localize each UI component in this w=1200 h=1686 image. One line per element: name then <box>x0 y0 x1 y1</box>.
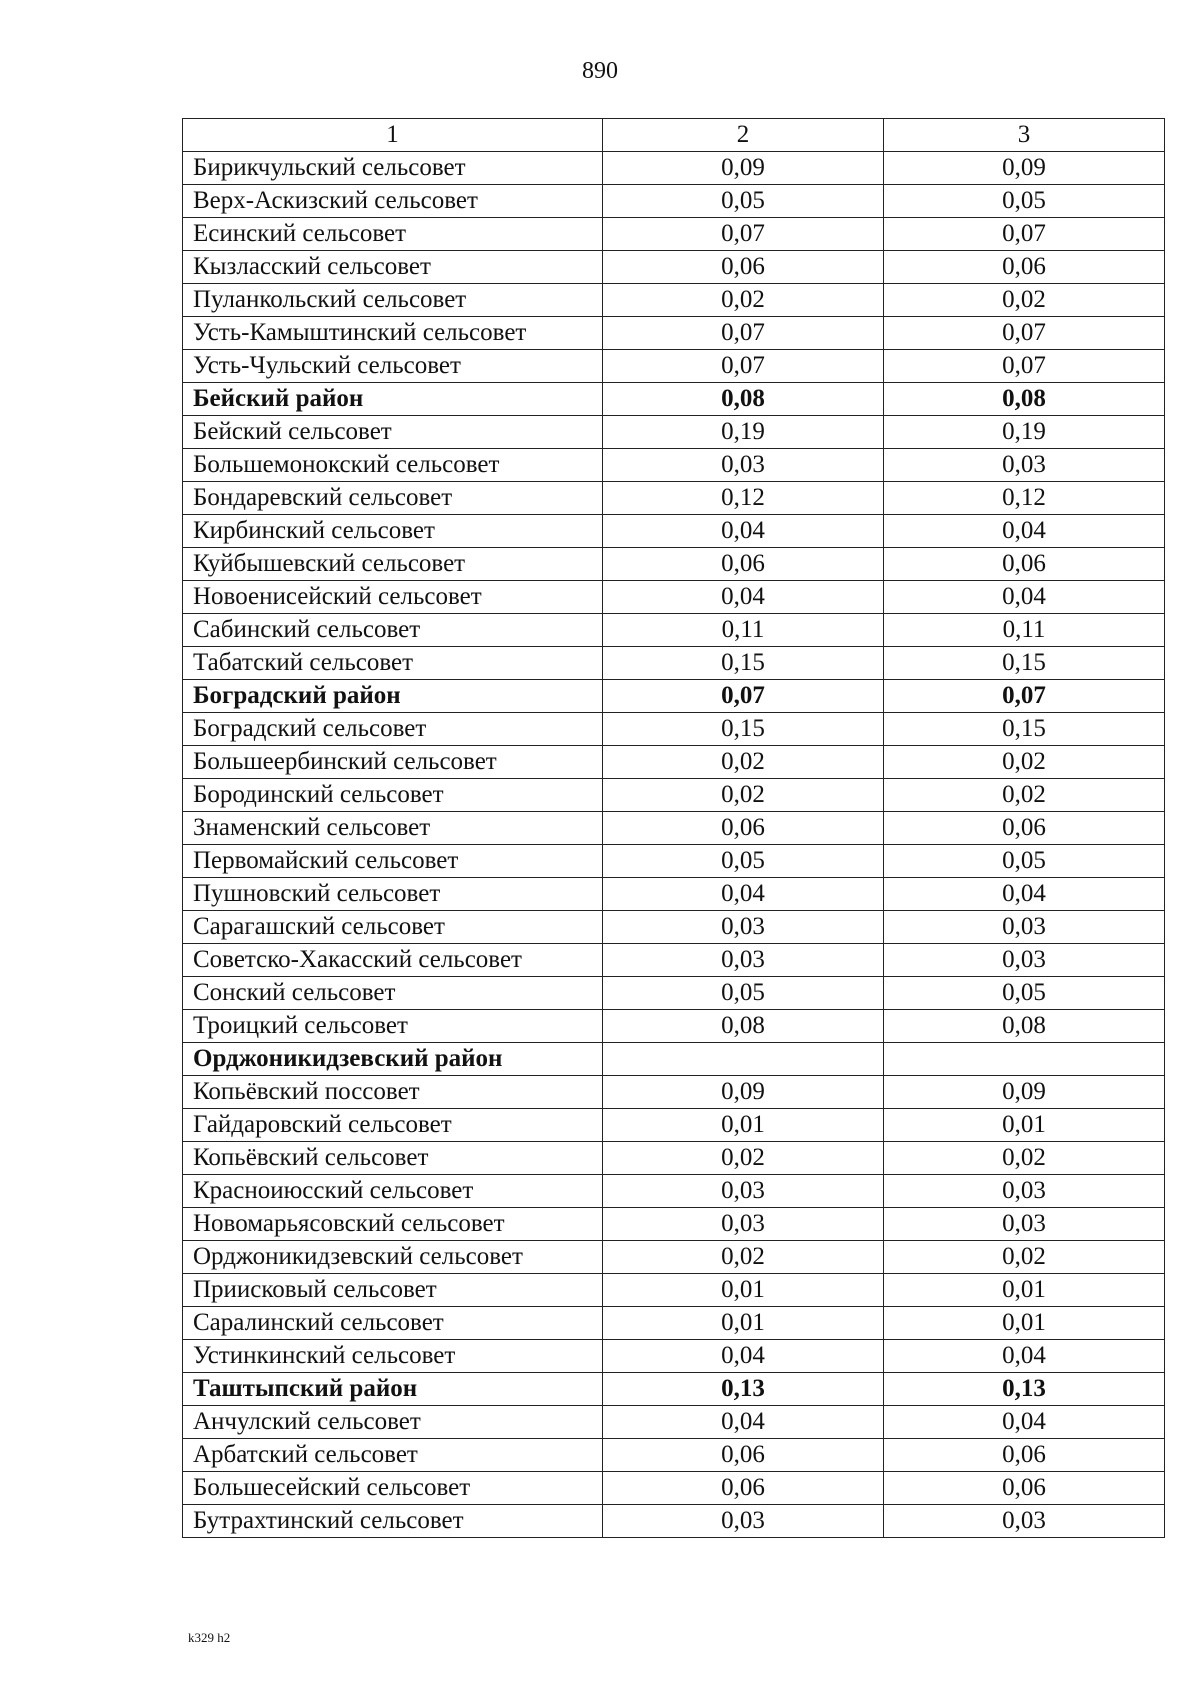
row-value-col3: 0,04 <box>884 1340 1165 1373</box>
row-value-col2 <box>603 1043 884 1076</box>
row-name-cell: Бейский сельсовет <box>183 416 603 449</box>
table-row <box>183 1109 1165 1142</box>
row-value-col3: 0,08 <box>884 1010 1165 1043</box>
row-name-cell: Усть-Чульский сельсовет <box>183 350 603 383</box>
row-value-col3: 0,03 <box>884 911 1165 944</box>
district-row <box>183 1043 1165 1076</box>
row-value-col3: 0,08 <box>884 383 1165 416</box>
row-value-col3: 0,05 <box>884 845 1165 878</box>
table-row <box>183 812 1165 845</box>
row-name-cell: Табатский сельсовет <box>183 647 603 680</box>
row-value-col3: 0,01 <box>884 1109 1165 1142</box>
table-row <box>183 944 1165 977</box>
row-name-cell: Пуланкольский сельсовет <box>183 284 603 317</box>
row-value-col2: 0,02 <box>603 779 884 812</box>
row-name-cell: Новомарьясовский сельсовет <box>183 1208 603 1241</box>
row-name-cell: Сабинский сельсовет <box>183 614 603 647</box>
row-name-cell: Орджоникидзевский сельсовет <box>183 1241 603 1274</box>
table-row <box>183 878 1165 911</box>
table-header-row <box>183 119 1165 152</box>
row-value-col3: 0,07 <box>884 350 1165 383</box>
row-value-col2: 0,05 <box>603 185 884 218</box>
table-row <box>183 251 1165 284</box>
district-row <box>183 680 1165 713</box>
table-row <box>183 779 1165 812</box>
row-value-col3: 0,06 <box>884 251 1165 284</box>
row-name-cell: Есинский сельсовет <box>183 218 603 251</box>
table-row <box>183 284 1165 317</box>
row-name-cell: Советско-Хакасский сельсовет <box>183 944 603 977</box>
row-name-cell: Верх-Аскизский сельсовет <box>183 185 603 218</box>
row-name-cell: Сарагашский сельсовет <box>183 911 603 944</box>
row-value-col3: 0,13 <box>884 1373 1165 1406</box>
row-value-col2: 0,03 <box>603 1208 884 1241</box>
row-value-col2: 0,04 <box>603 878 884 911</box>
table-row <box>183 1175 1165 1208</box>
table-row <box>183 614 1165 647</box>
row-name-cell: Приисковый сельсовет <box>183 1274 603 1307</box>
row-value-col3: 0,12 <box>884 482 1165 515</box>
row-value-col3: 0,01 <box>884 1274 1165 1307</box>
table-row <box>183 1505 1165 1538</box>
table-row <box>183 1472 1165 1505</box>
table-row <box>183 845 1165 878</box>
row-name-cell: Бирикчульский сельсовет <box>183 152 603 185</box>
row-name-cell: Большесейский сельсовет <box>183 1472 603 1505</box>
table-row <box>183 581 1165 614</box>
row-value-col2: 0,06 <box>603 548 884 581</box>
row-value-col2: 0,03 <box>603 1175 884 1208</box>
row-name-cell: Устинкинский сельсовет <box>183 1340 603 1373</box>
row-value-col2: 0,02 <box>603 284 884 317</box>
table-row <box>183 482 1165 515</box>
row-value-col2: 0,03 <box>603 911 884 944</box>
row-value-col3: 0,15 <box>884 713 1165 746</box>
table-row <box>183 1439 1165 1472</box>
table-row <box>183 515 1165 548</box>
table-row <box>183 449 1165 482</box>
row-name-cell: Бородинский сельсовет <box>183 779 603 812</box>
row-value-col3: 0,02 <box>884 284 1165 317</box>
table-row <box>183 1406 1165 1439</box>
table-row <box>183 350 1165 383</box>
table-row <box>183 1340 1165 1373</box>
row-value-col3: 0,04 <box>884 515 1165 548</box>
row-name-cell: Большемонокский сельсовет <box>183 449 603 482</box>
row-value-col2: 0,02 <box>603 746 884 779</box>
row-value-col3: 0,02 <box>884 1142 1165 1175</box>
district-row <box>183 1373 1165 1406</box>
row-value-col3: 0,02 <box>884 746 1165 779</box>
row-value-col2: 0,07 <box>603 680 884 713</box>
row-value-col3: 0,02 <box>884 1241 1165 1274</box>
row-name-cell: Усть-Камыштинский сельсовет <box>183 317 603 350</box>
row-name-cell: Новоенисейский сельсовет <box>183 581 603 614</box>
row-value-col2: 0,06 <box>603 1439 884 1472</box>
row-value-col3: 0,06 <box>884 1439 1165 1472</box>
row-name-cell: Бутрахтинский сельсовет <box>183 1505 603 1538</box>
row-value-col3: 0,03 <box>884 944 1165 977</box>
row-value-col2: 0,01 <box>603 1274 884 1307</box>
row-value-col2: 0,05 <box>603 845 884 878</box>
row-value-col2: 0,13 <box>603 1373 884 1406</box>
table-row <box>183 911 1165 944</box>
row-value-col3: 0,06 <box>884 548 1165 581</box>
footer-code: k329 h2 <box>188 1630 231 1645</box>
table-row <box>183 1274 1165 1307</box>
table-row <box>183 548 1165 581</box>
row-value-col2: 0,03 <box>603 449 884 482</box>
row-value-col2: 0,06 <box>603 1472 884 1505</box>
row-value-col2: 0,01 <box>603 1307 884 1340</box>
table-row <box>183 1208 1165 1241</box>
row-value-col3: 0,07 <box>884 218 1165 251</box>
row-value-col2: 0,04 <box>603 515 884 548</box>
table-row <box>183 1142 1165 1175</box>
row-name-cell: Кызласский сельсовет <box>183 251 603 284</box>
row-value-col2: 0,19 <box>603 416 884 449</box>
row-value-col3: 0,11 <box>884 614 1165 647</box>
row-name-cell: Бейский район <box>183 383 603 416</box>
row-value-col3: 0,04 <box>884 581 1165 614</box>
row-value-col2: 0,07 <box>603 350 884 383</box>
row-name-cell: Боградский сельсовет <box>183 713 603 746</box>
row-value-col2: 0,06 <box>603 812 884 845</box>
table-row <box>183 185 1165 218</box>
row-value-col3: 0,06 <box>884 1472 1165 1505</box>
row-name-cell: Бондаревский сельсовет <box>183 482 603 515</box>
row-value-col3: 0,05 <box>884 185 1165 218</box>
row-value-col3: 0,04 <box>884 1406 1165 1439</box>
row-name-cell: Анчулский сельсовет <box>183 1406 603 1439</box>
row-value-col3: 0,03 <box>884 1505 1165 1538</box>
table-row <box>183 317 1165 350</box>
row-name-cell: Боградский район <box>183 680 603 713</box>
row-value-col2: 0,02 <box>603 1142 884 1175</box>
row-value-col3: 0,06 <box>884 812 1165 845</box>
row-name-cell: Орджоникидзевский район <box>183 1043 603 1076</box>
row-value-col3: 0,03 <box>884 1208 1165 1241</box>
table-row <box>183 647 1165 680</box>
row-value-col3: 0,04 <box>884 878 1165 911</box>
table-row <box>183 746 1165 779</box>
row-value-col2: 0,07 <box>603 218 884 251</box>
table-row <box>183 1307 1165 1340</box>
row-value-col2: 0,03 <box>603 944 884 977</box>
row-name-cell: Знаменский сельсовет <box>183 812 603 845</box>
row-value-col3: 0,09 <box>884 1076 1165 1109</box>
row-value-col3: 0,01 <box>884 1307 1165 1340</box>
row-name-cell: Красноиюсский сельсовет <box>183 1175 603 1208</box>
row-name-cell: Первомайский сельсовет <box>183 845 603 878</box>
row-value-col2: 0,01 <box>603 1109 884 1142</box>
row-value-col2: 0,09 <box>603 152 884 185</box>
row-name-cell: Таштыпский район <box>183 1373 603 1406</box>
row-value-col2: 0,11 <box>603 614 884 647</box>
table-row <box>183 713 1165 746</box>
table-row <box>183 1010 1165 1043</box>
row-name-cell: Сонский сельсовет <box>183 977 603 1010</box>
row-value-col2: 0,12 <box>603 482 884 515</box>
page-number: 890 <box>582 58 618 84</box>
row-value-col2: 0,02 <box>603 1241 884 1274</box>
row-value-col3: 0,03 <box>884 1175 1165 1208</box>
row-name-cell: Троицкий сельсовет <box>183 1010 603 1043</box>
row-value-col3 <box>884 1043 1165 1076</box>
row-value-col2: 0,07 <box>603 317 884 350</box>
table-row <box>183 152 1165 185</box>
row-value-col3: 0,15 <box>884 647 1165 680</box>
row-name-cell: Гайдаровский сельсовет <box>183 1109 603 1142</box>
row-value-col2: 0,05 <box>603 977 884 1010</box>
row-value-col2: 0,15 <box>603 647 884 680</box>
row-name-cell: Пушновский сельсовет <box>183 878 603 911</box>
row-value-col3: 0,05 <box>884 977 1165 1010</box>
row-name-cell: Куйбышевский сельсовет <box>183 548 603 581</box>
table-body <box>183 119 1165 1538</box>
table-row <box>183 218 1165 251</box>
row-value-col2: 0,08 <box>603 1010 884 1043</box>
header-cell-2: 2 <box>603 119 884 152</box>
row-name-cell: Большеербинский сельсовет <box>183 746 603 779</box>
row-value-col3: 0,19 <box>884 416 1165 449</box>
row-value-col2: 0,08 <box>603 383 884 416</box>
header-cell-3: 3 <box>884 119 1165 152</box>
table-row <box>183 977 1165 1010</box>
row-name-cell: Копьёвский сельсовет <box>183 1142 603 1175</box>
row-value-col2: 0,04 <box>603 581 884 614</box>
header-cell-1: 1 <box>183 119 603 152</box>
row-name-cell: Кирбинский сельсовет <box>183 515 603 548</box>
table-row <box>183 1076 1165 1109</box>
row-value-col2: 0,06 <box>603 251 884 284</box>
row-value-col3: 0,02 <box>884 779 1165 812</box>
row-value-col2: 0,15 <box>603 713 884 746</box>
row-name-cell: Арбатский сельсовет <box>183 1439 603 1472</box>
row-name-cell: Саралинский сельсовет <box>183 1307 603 1340</box>
row-value-col3: 0,09 <box>884 152 1165 185</box>
row-value-col2: 0,09 <box>603 1076 884 1109</box>
row-value-col2: 0,04 <box>603 1406 884 1439</box>
row-value-col3: 0,07 <box>884 680 1165 713</box>
row-value-col2: 0,04 <box>603 1340 884 1373</box>
row-value-col2: 0,03 <box>603 1505 884 1538</box>
row-name-cell: Копьёвский поссовет <box>183 1076 603 1109</box>
district-row <box>183 383 1165 416</box>
data-table <box>182 118 1165 1538</box>
row-value-col3: 0,07 <box>884 317 1165 350</box>
row-value-col3: 0,03 <box>884 449 1165 482</box>
table-row <box>183 1241 1165 1274</box>
table-row <box>183 416 1165 449</box>
